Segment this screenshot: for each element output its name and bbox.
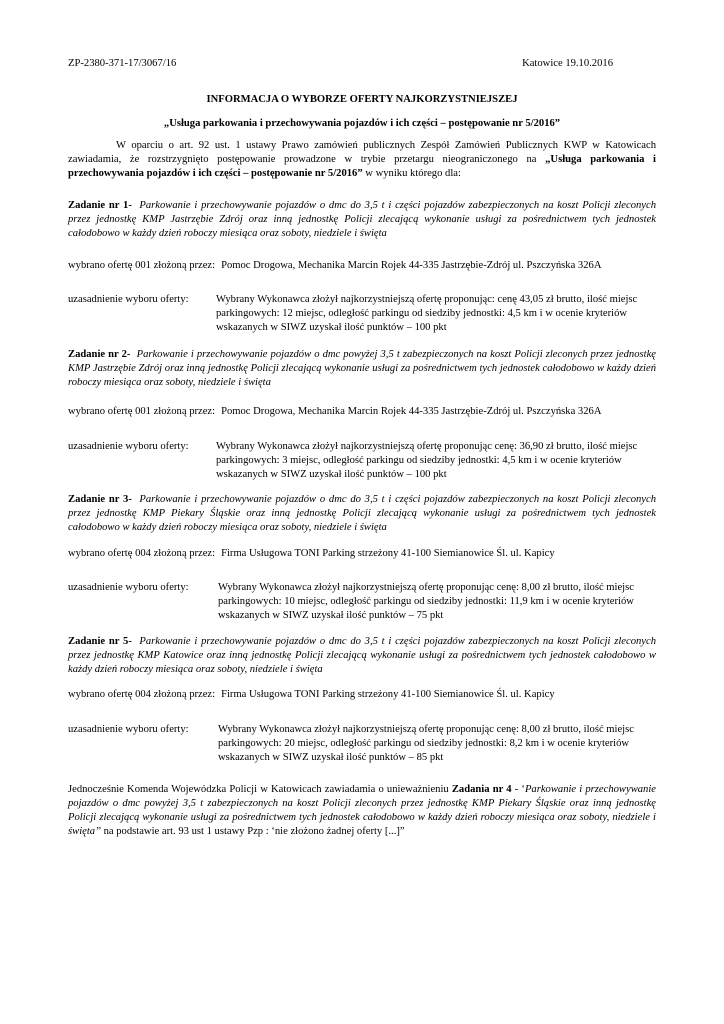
task-label: Zadanie nr 2-	[68, 349, 131, 360]
document-subject: „Usługa parkowania i przechowywania pojazdów i ich części – postępowanie nr 5/2016”	[163, 118, 561, 129]
offer-label: wybrano ofertę 004 złożoną przez:	[68, 689, 216, 700]
task-2-justification-label: uzasadnienie wyboru oferty:	[68, 441, 189, 452]
task-text: Parkowanie i przechowywanie pojazdów o dmc powyżej 3,5 t zabezpieczonych na koszt Policji zleconych przez jednostkę KMP Jastrzębie Zdrój oraz inną jednostkę Policji zlecającą wykonanie usługi za pośrednictwem tych jednostek całodobowo w każdy dzień roboczy miesiąca oraz soboty, niedziele i święta	[68, 349, 656, 388]
task-3-justification: Wybrany Wykonawca złożył najkorzystniejszą ofertę proponując cenę: 8,00 zł brutto, ilość miejsc parkingowych: 10 miejsc, odległość parkingu od siedziby jednostki: 11,9 km i w ocenie kryteriów wskazanych w SIWZ uzyskał ilość punktów – 75 pkt	[218, 582, 634, 621]
task-3-description	[68, 493, 656, 535]
closing-dash: - ‘	[511, 784, 525, 795]
offer-label: wybrano ofertę 001 złożoną przez:	[68, 260, 216, 271]
closing-bold-task: Zadania nr 4	[451, 784, 512, 795]
offer-label: wybrano ofertę 001 złożoną przez:	[68, 406, 216, 417]
intro-paragraph	[68, 139, 656, 181]
closing-text-after: na podstawie art. 93 ust 1 ustawy Pzp : ‘nie złożono żadnej oferty [...]”	[100, 826, 405, 837]
task-label: Zadanie nr 1-	[68, 200, 132, 211]
offer-company: Pomoc Drogowa, Mechanika Marcin Rojek 44-335 Jastrzębie-Zdrój ul. Pszczyńska 326A	[221, 260, 602, 271]
task-1-description	[68, 199, 656, 241]
offer-label: wybrano ofertę 004 złożoną przez:	[68, 548, 216, 559]
place-date: Katowice 19.10.2016	[522, 58, 613, 69]
task-text: Parkowanie i przechowywanie pojazdów o dmc do 3,5 t i części pojazdów zabezpieczonych na koszt Policji zleconych przez jednostkę KMP Jastrzębie Zdrój oraz inną jednostkę Policji zlecającą wykonanie usługi za pośrednictwem tych jednostek całodobowo w każdy dzień roboczy miesiąca oraz soboty, niedziele i święta	[68, 200, 657, 239]
task-3-offer	[68, 547, 668, 561]
task-3-justification-label: uzasadnienie wyboru oferty:	[68, 582, 189, 593]
offer-company: Pomoc Drogowa, Mechanika Marcin Rojek 44-335 Jastrzębie-Zdrój ul. Pszczyńska 326A	[221, 406, 602, 417]
intro-text-after: w wyniku którego dla:	[362, 168, 461, 179]
task-2-offer	[68, 405, 668, 419]
closing-text-before: Jednocześnie Komenda Wojewódzka Policji w Katowicach zawiadamia o unieważnieniu	[68, 784, 452, 795]
task-text: Parkowanie i przechowywanie pojazdów o dmc do 3,5 t i części pojazdów zabezpieczonych na koszt Policji zleconych przez jednostkę KMP Katowice oraz inną jednostkę Policji zlecającą wykonanie usługi za pośrednictwem tych jednostek całodobowo w każdy dzień roboczy miesiąca oraz soboty, niedziele i święta	[68, 636, 657, 675]
task-1-justification: Wybrany Wykonawca złożył najkorzystniejszą ofertę proponując: cenę 43,05 zł brutto, ilość miejsc parkingowych: 12 miejsc, odległość parkingu od siedziby jednostki: 4,5 km i w ocenie kryteriów wskazanych w SIWZ uzyskał ilość punktów – 100 pkt	[216, 294, 638, 333]
task-2-justification: Wybrany Wykonawca złożył najkorzystniejszą ofertę proponując cenę: 36,90 zł brutto, ilość miejsc parkingowych: 3 miejsc, odległość parkingu od siedziby jednostki: 4,5 km i w ocenie kryteriów wskazanych w SIWZ uzyskał ilość punktów – 100 pkt	[216, 441, 638, 480]
intro-text-before: W oparciu o art. 92 ust. 1 ustawy Prawo zamówień publicznych Zespół Zamówień Publicznych KWP w Katowicach zawiadamia, że rozstrzygnięto postępowanie prowadzone w trybie przetargu nieograniczonego na	[68, 140, 656, 165]
task-1-offer	[68, 259, 668, 273]
task-5-justification-label: uzasadnienie wyboru oferty:	[68, 724, 189, 735]
reference-number: ZP-2380-371-17/3067/16	[68, 58, 177, 69]
task-text: Parkowanie i przechowywanie pojazdów o dmc do 3,5 t i części pojazdów zabezpieczonych na koszt Policji zleconych przez jednostkę KMP Piekary Śląskie oraz inną jednostkę Policji zlecającą wykonanie usługi za pośrednictwem tych jednostek całodobowo w każdy dzień roboczy miesiąca oraz soboty, niedziele i święta	[68, 494, 657, 533]
intro-bold-subject: „Usługa parkowania i przechowywania pojazdów i ich części – postępowanie nr 5/2016”	[68, 154, 657, 179]
task-label: Zadanie nr 3-	[68, 494, 132, 505]
task-label: Zadanie nr 5-	[68, 636, 132, 647]
closing-paragraph	[68, 783, 656, 839]
task-5-description	[68, 635, 656, 677]
task-5-justification: Wybrany Wykonawca złożył najkorzystniejszą ofertę proponując cenę: 8,00 zł brutto, ilość miejsc parkingowych: 20 miejsc, odległość parkingu od siedziby jednostki: 8,2 km i w ocenie kryteriów wskazanych w SIWZ uzyskał ilość punktów – 85 pkt	[218, 724, 634, 763]
closing-italic-description: Parkowanie i przechowywanie pojazdów o dmc powyżej 3,5 t zabezpieczonych na koszt Policji zleconych przez jednostkę KMP Piekary Śląskie oraz inną jednostkę Policji zlecającą wykonanie usługi za pośrednictwem tych jednostek całodobowo w każdy dzień roboczy miesiąca oraz soboty, niedziele i święta’’	[68, 784, 656, 837]
offer-company: Firma Usługowa TONI Parking strzeżony 41-100 Siemianowice Śl. ul. Kapicy	[221, 689, 555, 700]
task-2-description	[68, 348, 656, 390]
offer-company: Firma Usługowa TONI Parking strzeżony 41-100 Siemianowice Śl. ul. Kapicy	[221, 548, 555, 559]
task-5-offer	[68, 688, 668, 702]
document-title: INFORMACJA O WYBORZE OFERTY NAJKORZYSTNIEJSZEJ	[206, 94, 518, 105]
task-1-justification-label: uzasadnienie wyboru oferty:	[68, 294, 189, 305]
